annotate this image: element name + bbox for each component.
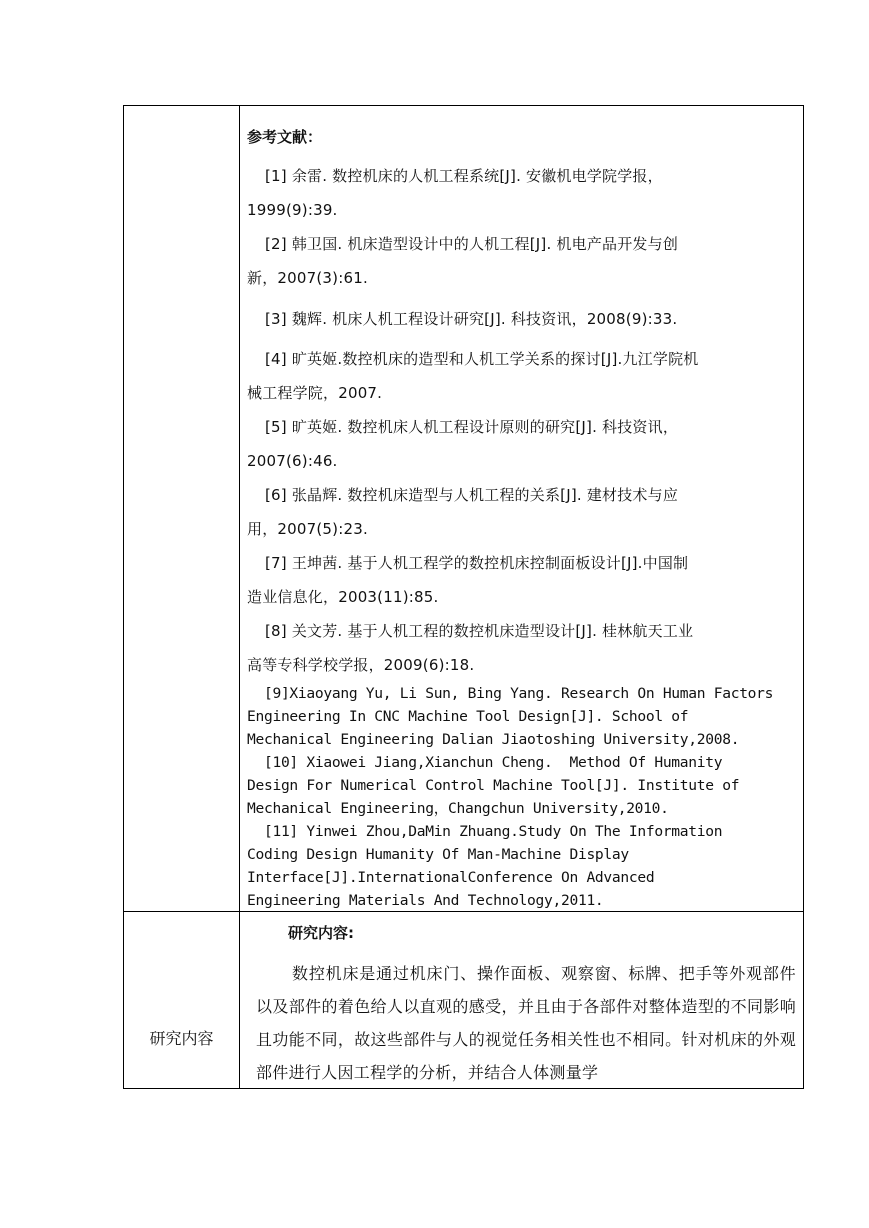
reference-line: [4] 旷英姬.数控机床的造型和人机工学关系的探讨[J].九江学院机 — [265, 350, 699, 368]
reference-item — [247, 546, 795, 614]
research-content-cell — [240, 912, 803, 1088]
reference-item — [247, 614, 795, 682]
english-reference-line: Design For Numerical Control Machine Tool[J]. Institute of — [247, 777, 740, 794]
reference-item — [247, 159, 795, 227]
form-table — [123, 105, 804, 1089]
reference-line: [3] 魏辉. 机床人机工程设计研究[J]. 科技资讯，2008(9):33. — [265, 310, 678, 328]
english-reference-line: [9]Xiaoyang Yu, Li Sun, Bing Yang. Research On Human Factors — [247, 685, 774, 702]
english-reference-line: Engineering Materials And Technology,2011. — [247, 892, 604, 909]
english-reference-line: Mechanical Engineering Dalian Jiaotoshing University,2008. — [247, 731, 740, 748]
reference-line: [6] 张晶辉. 数控机床造型与人机工程的关系[J]. 建材技术与应 — [265, 486, 679, 504]
reference-line: 高等专科学校学报，2009(6):18. — [247, 656, 475, 674]
research-label: 研究内容 — [149, 1029, 214, 1048]
reference-line: [5] 旷英姬. 数控机床人机工程设计原则的研究[J]. 科技资讯， — [265, 418, 679, 436]
reference-line: [7] 王坤茜. 基于人机工程学的数控机床控制面板设计[J].中国制 — [265, 554, 689, 572]
research-content-body: 数控机床是通过机床门、操作面板、观察窗、标牌、把手等外观部件以及部件的着色给人以直观的感受，并且由于各部件对整体造型的不同影响且功能不同，故这些部件与人的视觉任务相关性也不相同。针对机床的外观部件进行人因工程学的分析，并结合人体测量学 — [256, 964, 796, 1082]
reference-line: 械工程学院，2007. — [247, 384, 383, 402]
reference-item — [247, 478, 795, 546]
reference-item — [247, 302, 795, 336]
reference-line: [1] 余雷. 数控机床的人机工程系统[J]. 安徽机电学院学报， — [265, 167, 663, 185]
reference-item — [247, 227, 795, 295]
reference-item — [247, 342, 795, 410]
reference-line: [2] 韩卫国. 机床造型设计中的人机工程[J]. 机电产品开发与创 — [265, 235, 679, 253]
english-reference-line: Coding Design Humanity Of Man-Machine Display — [247, 846, 629, 863]
reference-line: 用，2007(5):23. — [247, 520, 368, 538]
reference-line: 1999(9):39. — [247, 201, 338, 219]
reference-line: 新，2007(3):61. — [247, 269, 368, 287]
reference-line: 造业信息化，2003(11):85. — [247, 588, 439, 606]
english-reference-line: Engineering In CNC Machine Tool Design[J]. School of — [247, 708, 689, 725]
english-reference-line: [11] Yinwei Zhou,DaMin Zhuang.Study On The Information — [247, 823, 723, 840]
research-content-title: 研究内容: — [288, 924, 354, 942]
references-title: 参考文献： — [247, 128, 323, 146]
reference-line: [8] 关文芳. 基于人机工程的数控机床造型设计[J]. 桂林航天工业 — [265, 622, 694, 640]
references-cell — [240, 106, 803, 911]
english-reference-line: Mechanical Engineering，Changchun University,2010. — [247, 800, 669, 817]
english-reference-line: Interface[J].InternationalConference On Advanced — [247, 869, 655, 886]
reference-item — [247, 410, 795, 478]
english-reference-line: [10] Xiaowei Jiang,Xianchun Cheng. Method Of Humanity — [247, 754, 723, 771]
reference-line: 2007(6):46. — [247, 452, 338, 470]
research-label-cell — [124, 912, 239, 1088]
